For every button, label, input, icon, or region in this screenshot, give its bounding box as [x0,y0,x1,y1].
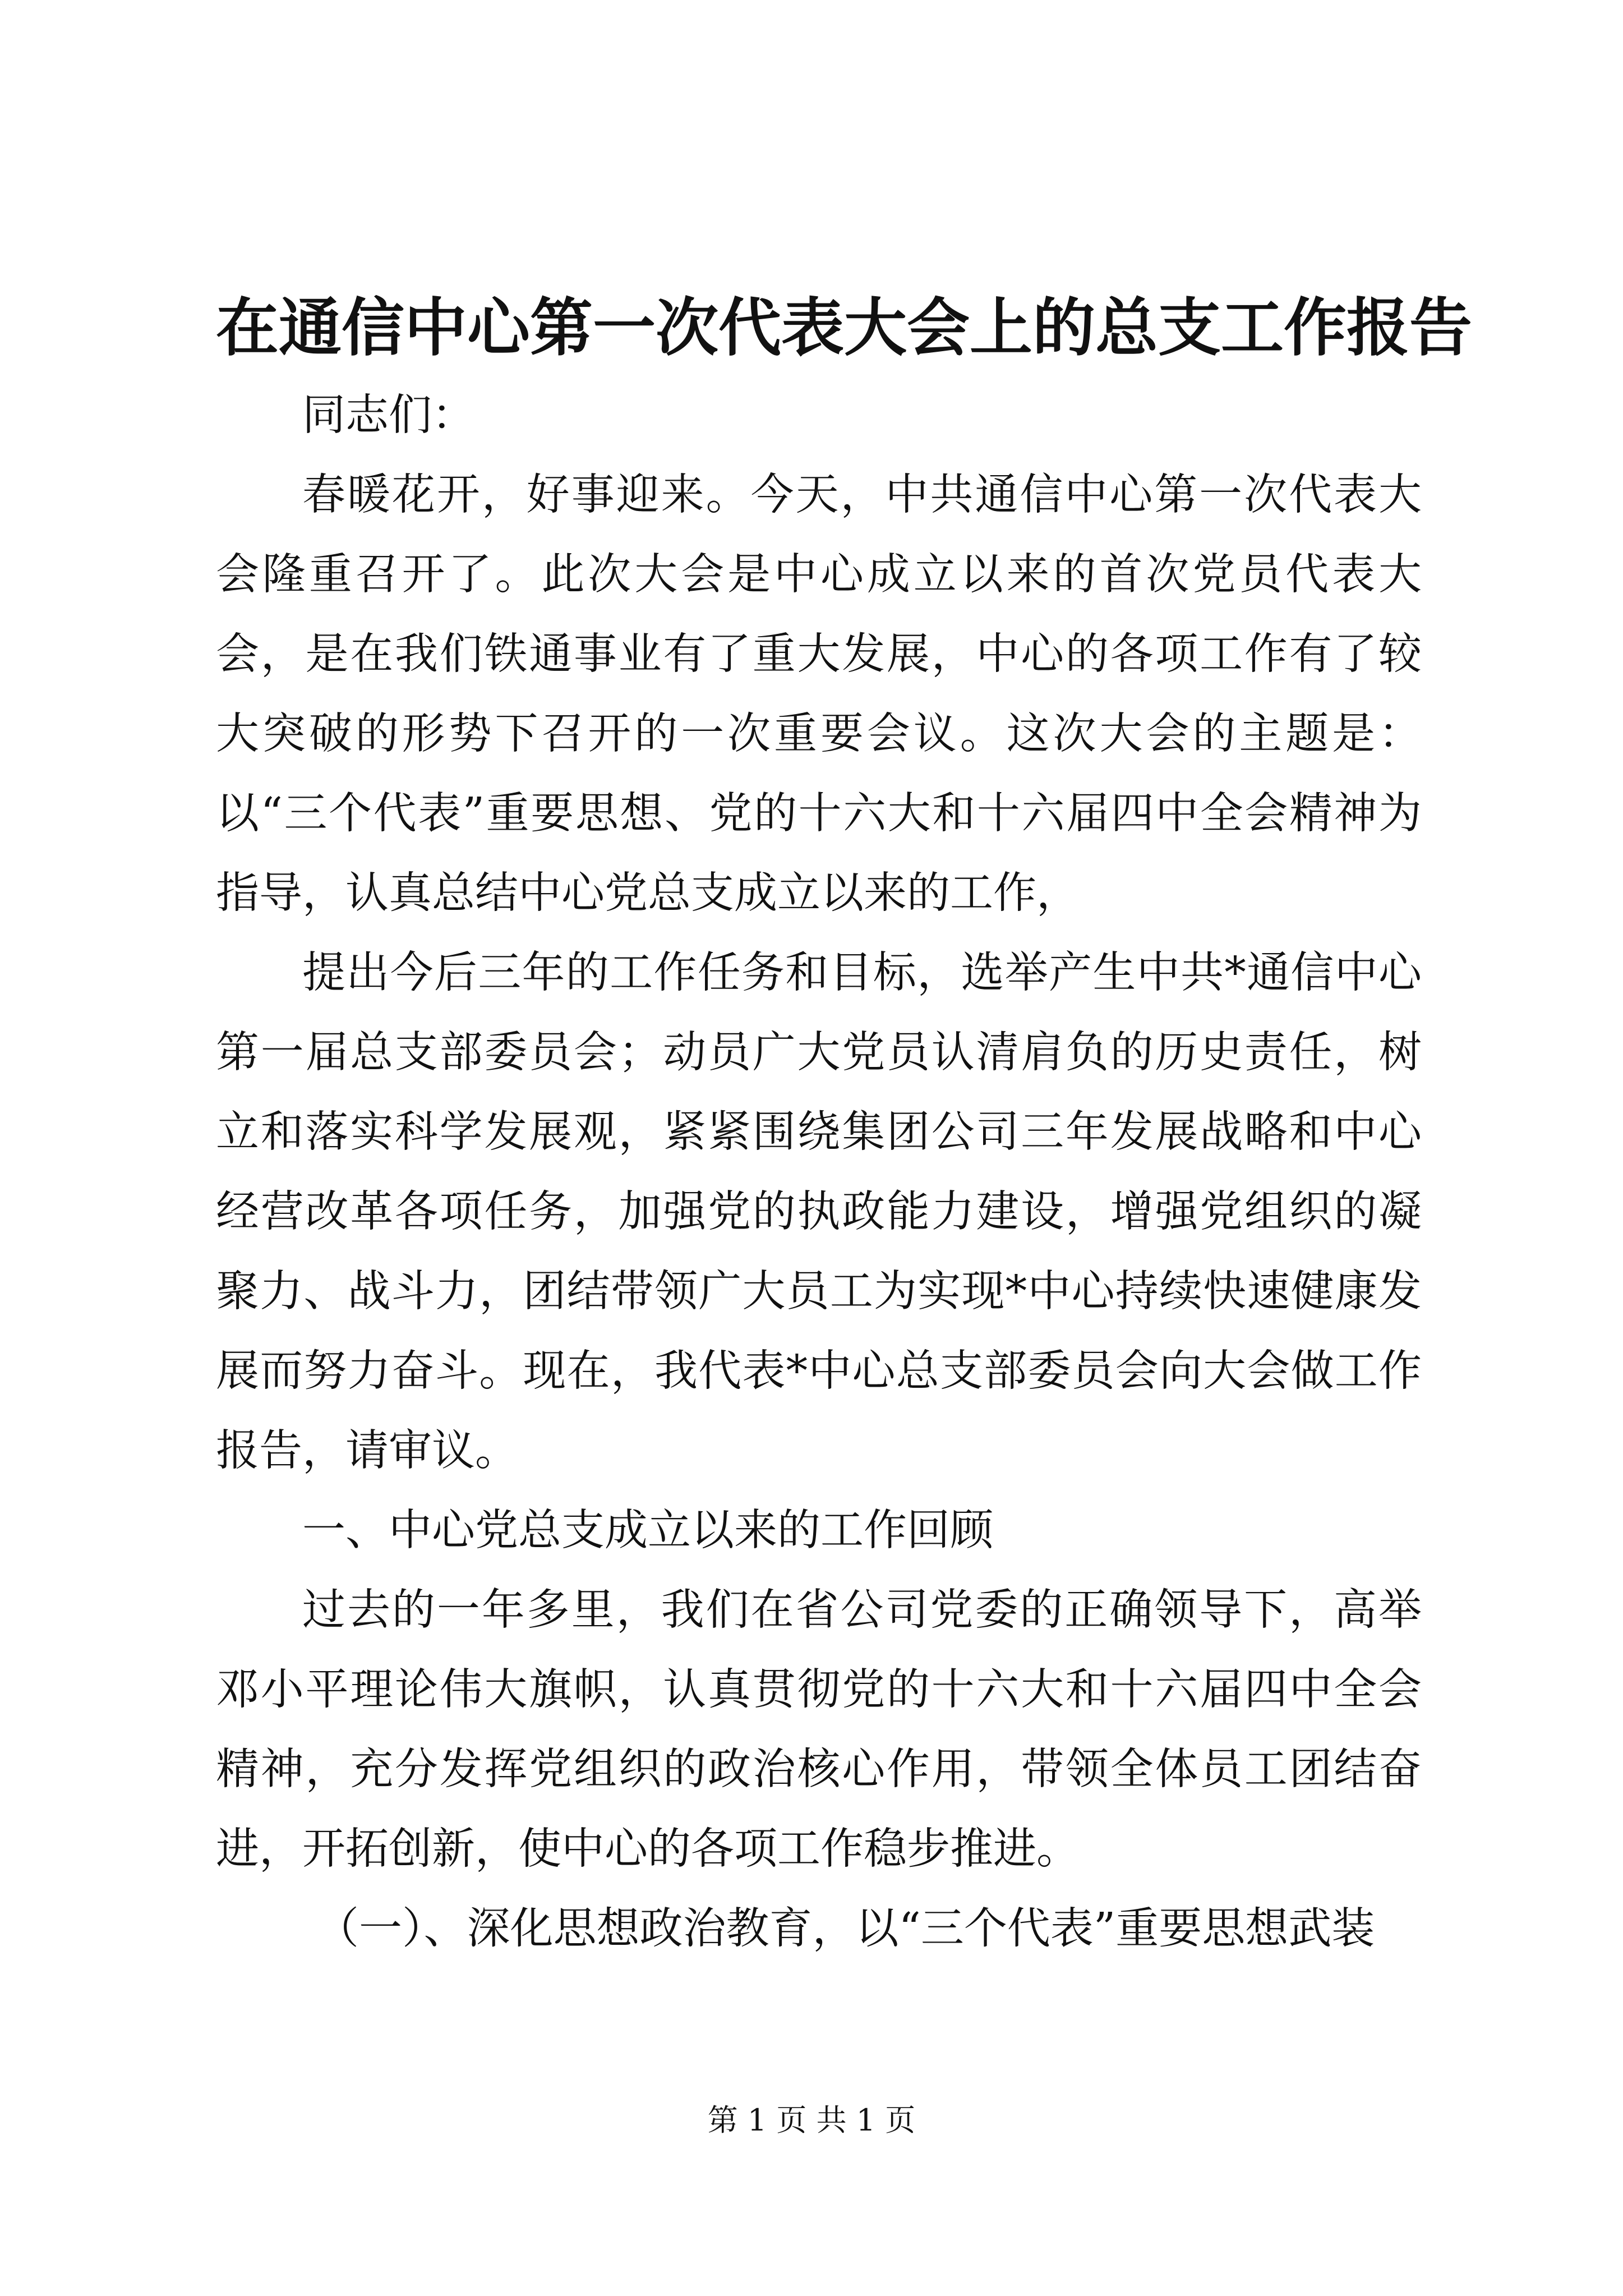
section-heading: 一、中心党总支成立以来的工作回顾 [302,1506,993,1556]
paragraph-tasks: 提出今后三年的工作任务和目标，选举产生中共*通信中心第一届总支部委员会；动员广大党员认清肩负的历史责任，树立和落实科学发展观，紧紧围绕集团公司三年发展战略和中心经营改革各项任务，加强党的执政能力建设，增强党组织的凝聚力、战斗力，团结带领广大员工为实现*中心持续快速健康发展而努力奋斗。现在，我代表*中心总支部委员会向大会做工作报告，请审议。 [216,948,1422,1476]
document-body [216,376,1422,1969]
document-title: 在通信中心第一次代表大会上的总支工作报告 [216,291,1472,365]
paragraph-review: 过去的一年多里，我们在省公司党委的正确领导下，高举邓小平理论伟大旗帜，认真贯彻党的十六大和十六届四中全会精神，充分发挥党组织的政治核心作用，带领全体员工团结奋进，开拓创新，使中心的各项工作稳步推进。 [216,1585,1422,1874]
subsection-heading: （一）、深化思想政治教育，以“三个代表”重要思想武装 [316,1904,1375,1954]
page-footer: 第 1 页 共 1 页 [707,2102,916,2138]
paragraph-opening: 春暖花开，好事迎来。今天，中共通信中心第一次代表大会隆重召开了。此次大会是中心成立以来的首次党员代表大会，是在我们铁通事业有了重大发展，中心的各项工作有了较大突破的形势下召开的一次重要会议。这次大会的主题是：以“三个代表”重要思想、党的十六大和十六届四中全会精神为指导，认真总结中心党总支成立以来的工作， [216,470,1422,918]
greeting: 同志们： [302,390,475,440]
